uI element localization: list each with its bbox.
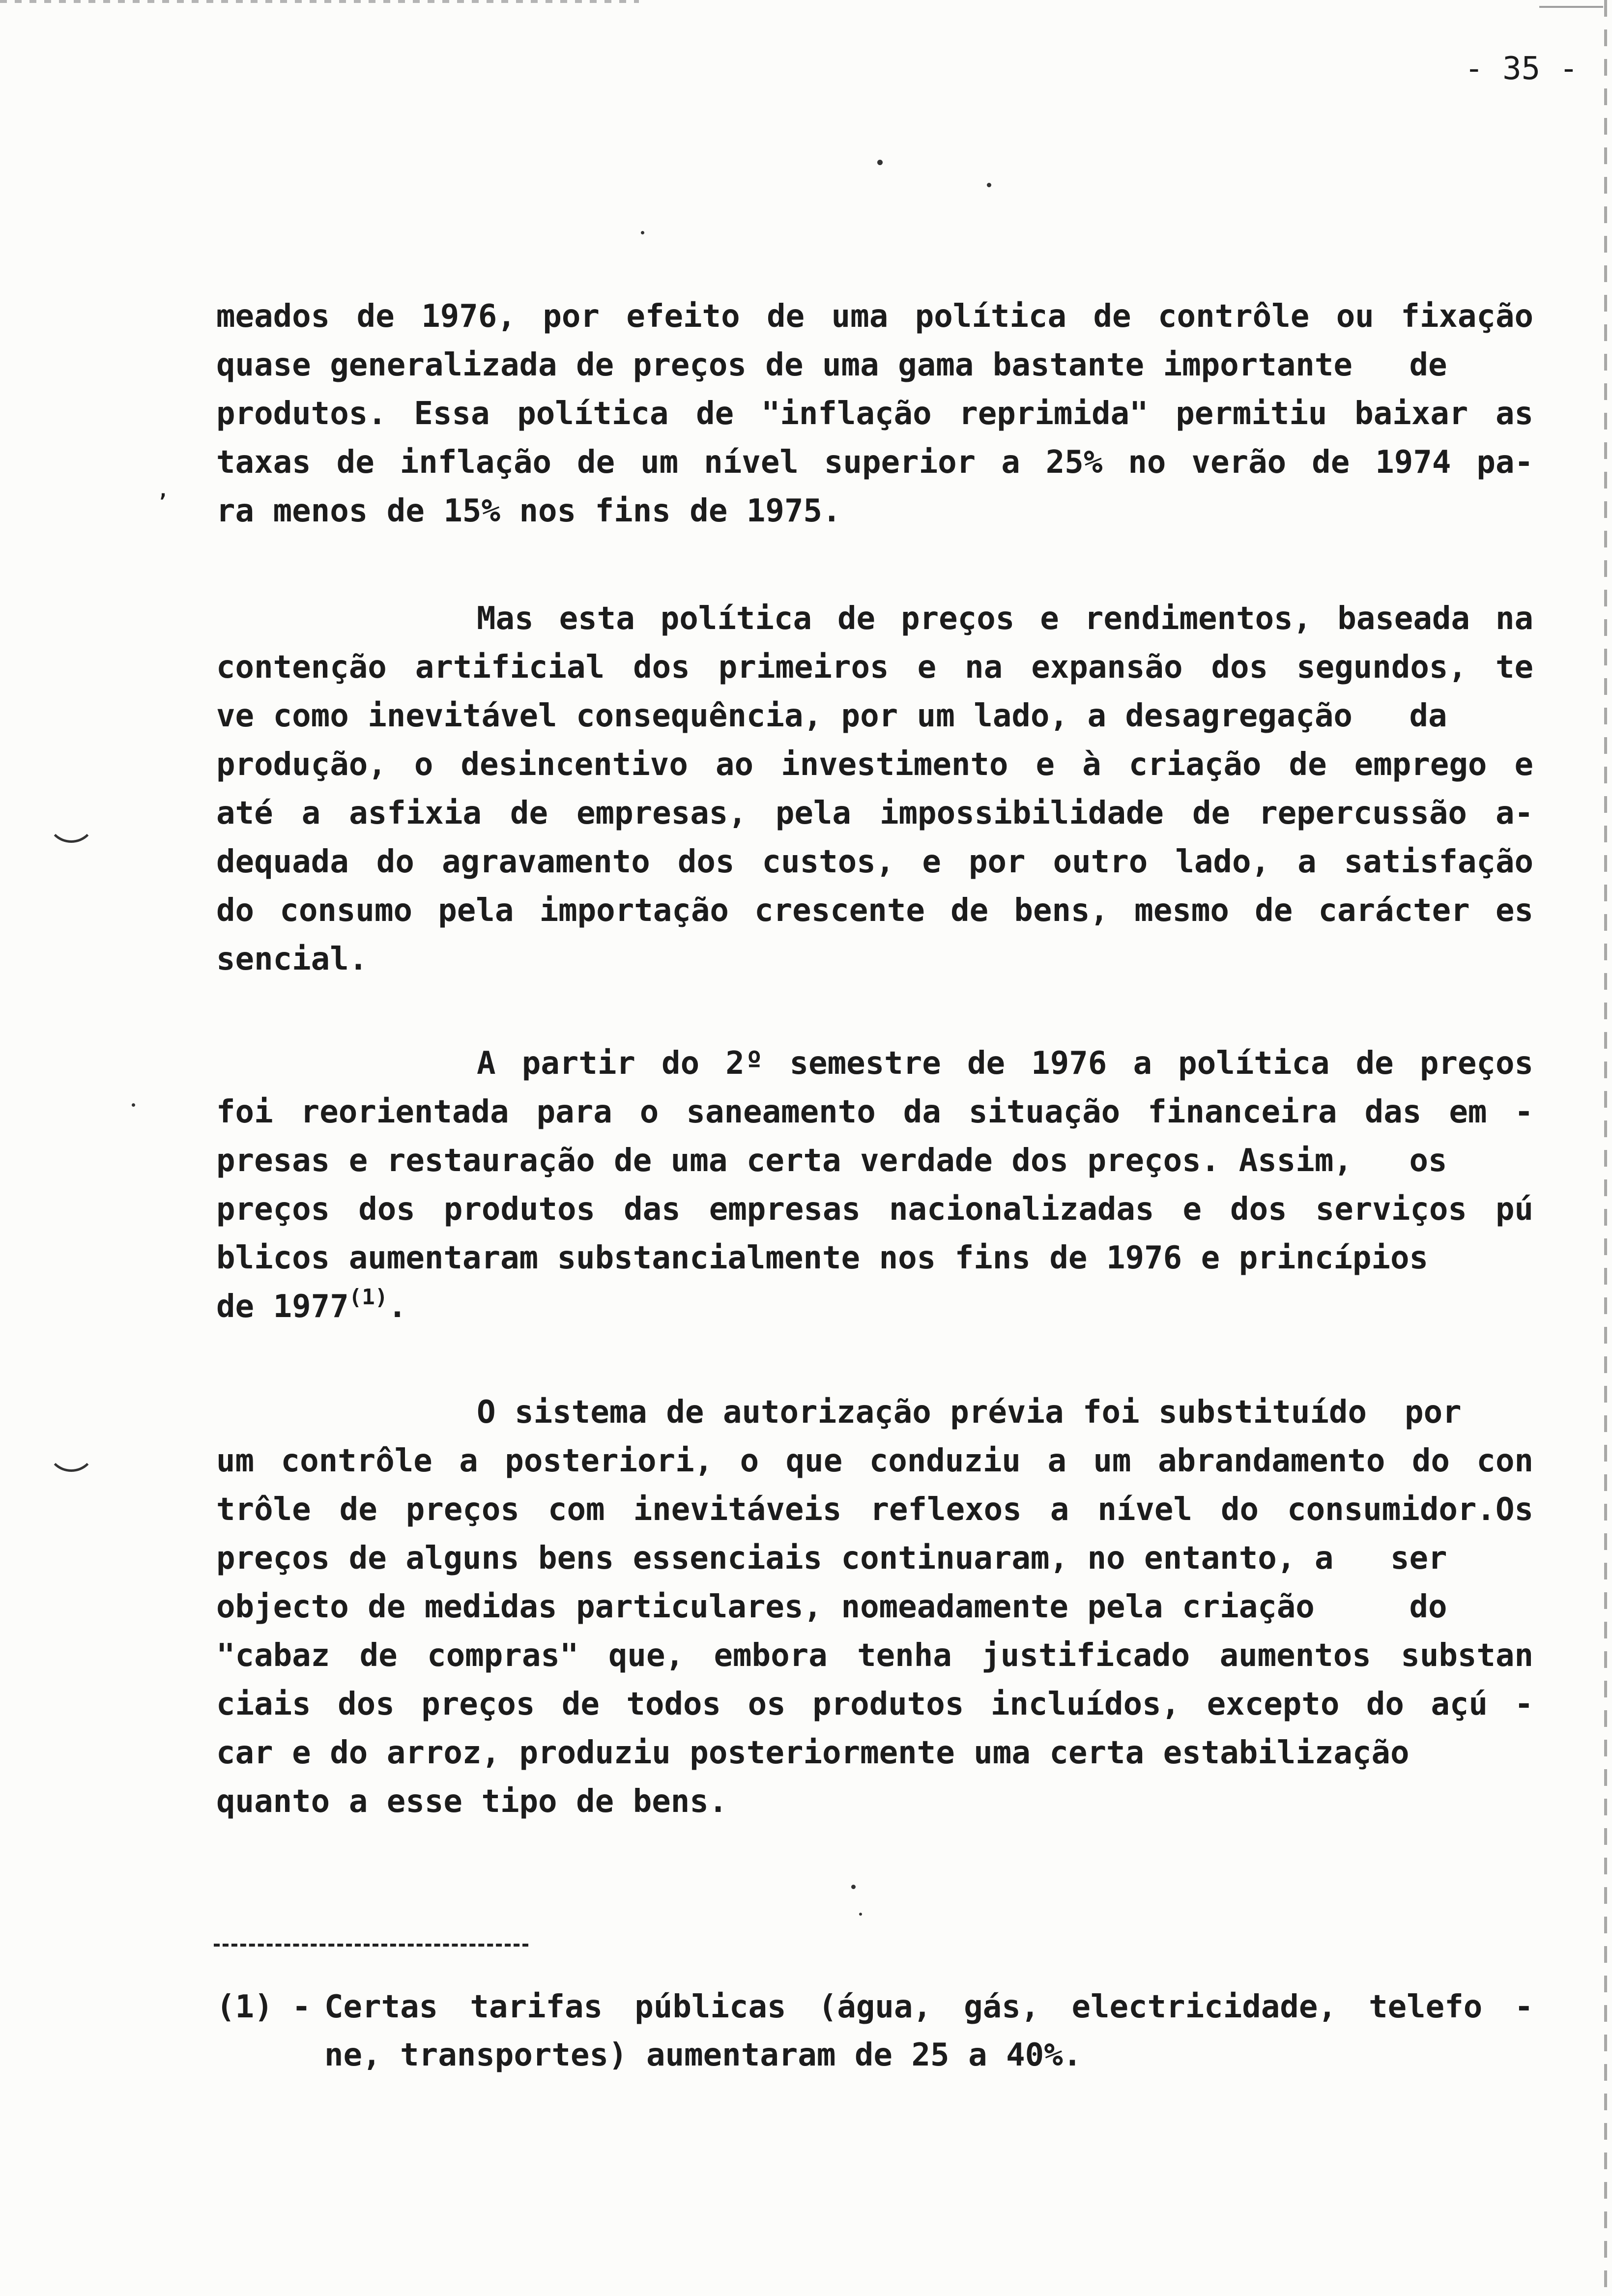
text-line: car e do arroz, produziu posteriormente uma certa estabilização bbox=[216, 1735, 1410, 1771]
footnote-reference: (1) bbox=[348, 1285, 388, 1310]
scan-top-edge bbox=[0, 0, 639, 3]
text-line: objecto de medidas particulares, nomeadamente pela criação do bbox=[216, 1589, 1447, 1625]
text-line: quanto a esse tipo de bens. bbox=[216, 1783, 728, 1820]
text-line: do consumo pela importação crescente de bens, mesmo de carácter es bbox=[216, 892, 1533, 929]
footnote bbox=[216, 1983, 1533, 2079]
text-fragment: . bbox=[388, 1289, 407, 1325]
text-line: ra menos de 15% nos fins de 1975. bbox=[216, 493, 841, 529]
text-line: até a asfixia de empresas, pela impossibilidade de repercussão a- bbox=[216, 795, 1533, 832]
hole-punch-mark bbox=[47, 816, 96, 843]
paragraph bbox=[216, 292, 1533, 536]
text-fragment: de 1977 bbox=[216, 1289, 349, 1325]
scan-speck bbox=[987, 183, 991, 187]
text-line: produção, o desincentivo ao investimento e à criação de emprego e bbox=[216, 746, 1533, 783]
scan-speck bbox=[877, 160, 883, 165]
footnote-text bbox=[324, 1983, 1533, 2079]
text-line: meados de 1976, por efeito de uma política de contrôle ou fixação bbox=[216, 298, 1533, 335]
page-number: - 35 - bbox=[1465, 51, 1579, 87]
paragraph bbox=[216, 1039, 1533, 1331]
text-line bbox=[216, 1283, 1533, 1331]
text-line: "cabaz de compras" que, embora tenha justificado aumentos substan bbox=[216, 1637, 1533, 1674]
text-line: produtos. Essa política de "inflação reprimida" permitiu baixar as bbox=[216, 396, 1533, 432]
scan-corner-mark bbox=[1539, 0, 1603, 8]
text-line: um contrôle a posteriori, o que conduziu a um abrandamento do con bbox=[216, 1443, 1533, 1479]
paragraph bbox=[216, 1388, 1533, 1826]
text-line: ve como inevitável consequência, por um lado, a desagregação da bbox=[216, 698, 1447, 734]
scan-speck bbox=[859, 1913, 862, 1916]
text-line: Mas esta política de preços e rendimentos, baseada na bbox=[477, 601, 1533, 637]
text-line: taxas de inflação de um nível superior a 25% no verão de 1974 pa- bbox=[216, 444, 1533, 481]
text-line: quase generalizada de preços de uma gama bastante importante de bbox=[216, 347, 1447, 383]
text-line: preços de alguns bens essenciais continuaram, no entanto, a ser bbox=[216, 1540, 1447, 1577]
text-line: Certas tarifas públicas (água, gás, electricidade, telefo - bbox=[324, 1989, 1533, 2025]
text-line: blicos aumentaram substancialmente nos fins de 1976 e princípios bbox=[216, 1240, 1428, 1276]
text-line: contenção artificial dos primeiros e na expansão dos segundos, te bbox=[216, 649, 1533, 686]
text-line: ciais dos preços de todos os produtos incluídos, excepto do açú - bbox=[216, 1686, 1533, 1722]
margin-mark: , bbox=[157, 479, 170, 502]
text-line: ne, transportes) aumentaram de 25 a 40%. bbox=[324, 2037, 1082, 2073]
hole-punch-mark bbox=[47, 1445, 96, 1472]
text-line: O sistema de autorização prévia foi substituído por bbox=[477, 1394, 1462, 1431]
text-line: presas e restauração de uma certa verdade dos preços. Assim, os bbox=[216, 1143, 1447, 1179]
footnote-marker: (1) - bbox=[216, 1989, 311, 2025]
footnote-separator bbox=[214, 1944, 528, 1947]
scan-speck bbox=[641, 231, 644, 234]
scan-right-edge bbox=[1604, 0, 1607, 2296]
text-line: preços dos produtos das empresas nacionalizadas e dos serviços pú bbox=[216, 1191, 1533, 1228]
paragraph bbox=[216, 595, 1533, 984]
text-line: A partir do 2º semestre de 1976 a política de preços bbox=[477, 1045, 1533, 1082]
text-line: dequada do agravamento dos custos, e por outro lado, a satisfação bbox=[216, 844, 1533, 880]
text-line: sencial. bbox=[216, 941, 368, 977]
scan-speck bbox=[851, 1885, 856, 1889]
scan-speck bbox=[132, 1103, 135, 1107]
text-line: trôle de preços com inevitáveis reflexos a nível do consumidor.Os bbox=[216, 1492, 1533, 1528]
text-line: foi reorientada para o saneamento da situação financeira das em - bbox=[216, 1094, 1533, 1130]
footnote-row bbox=[216, 1983, 1533, 2079]
